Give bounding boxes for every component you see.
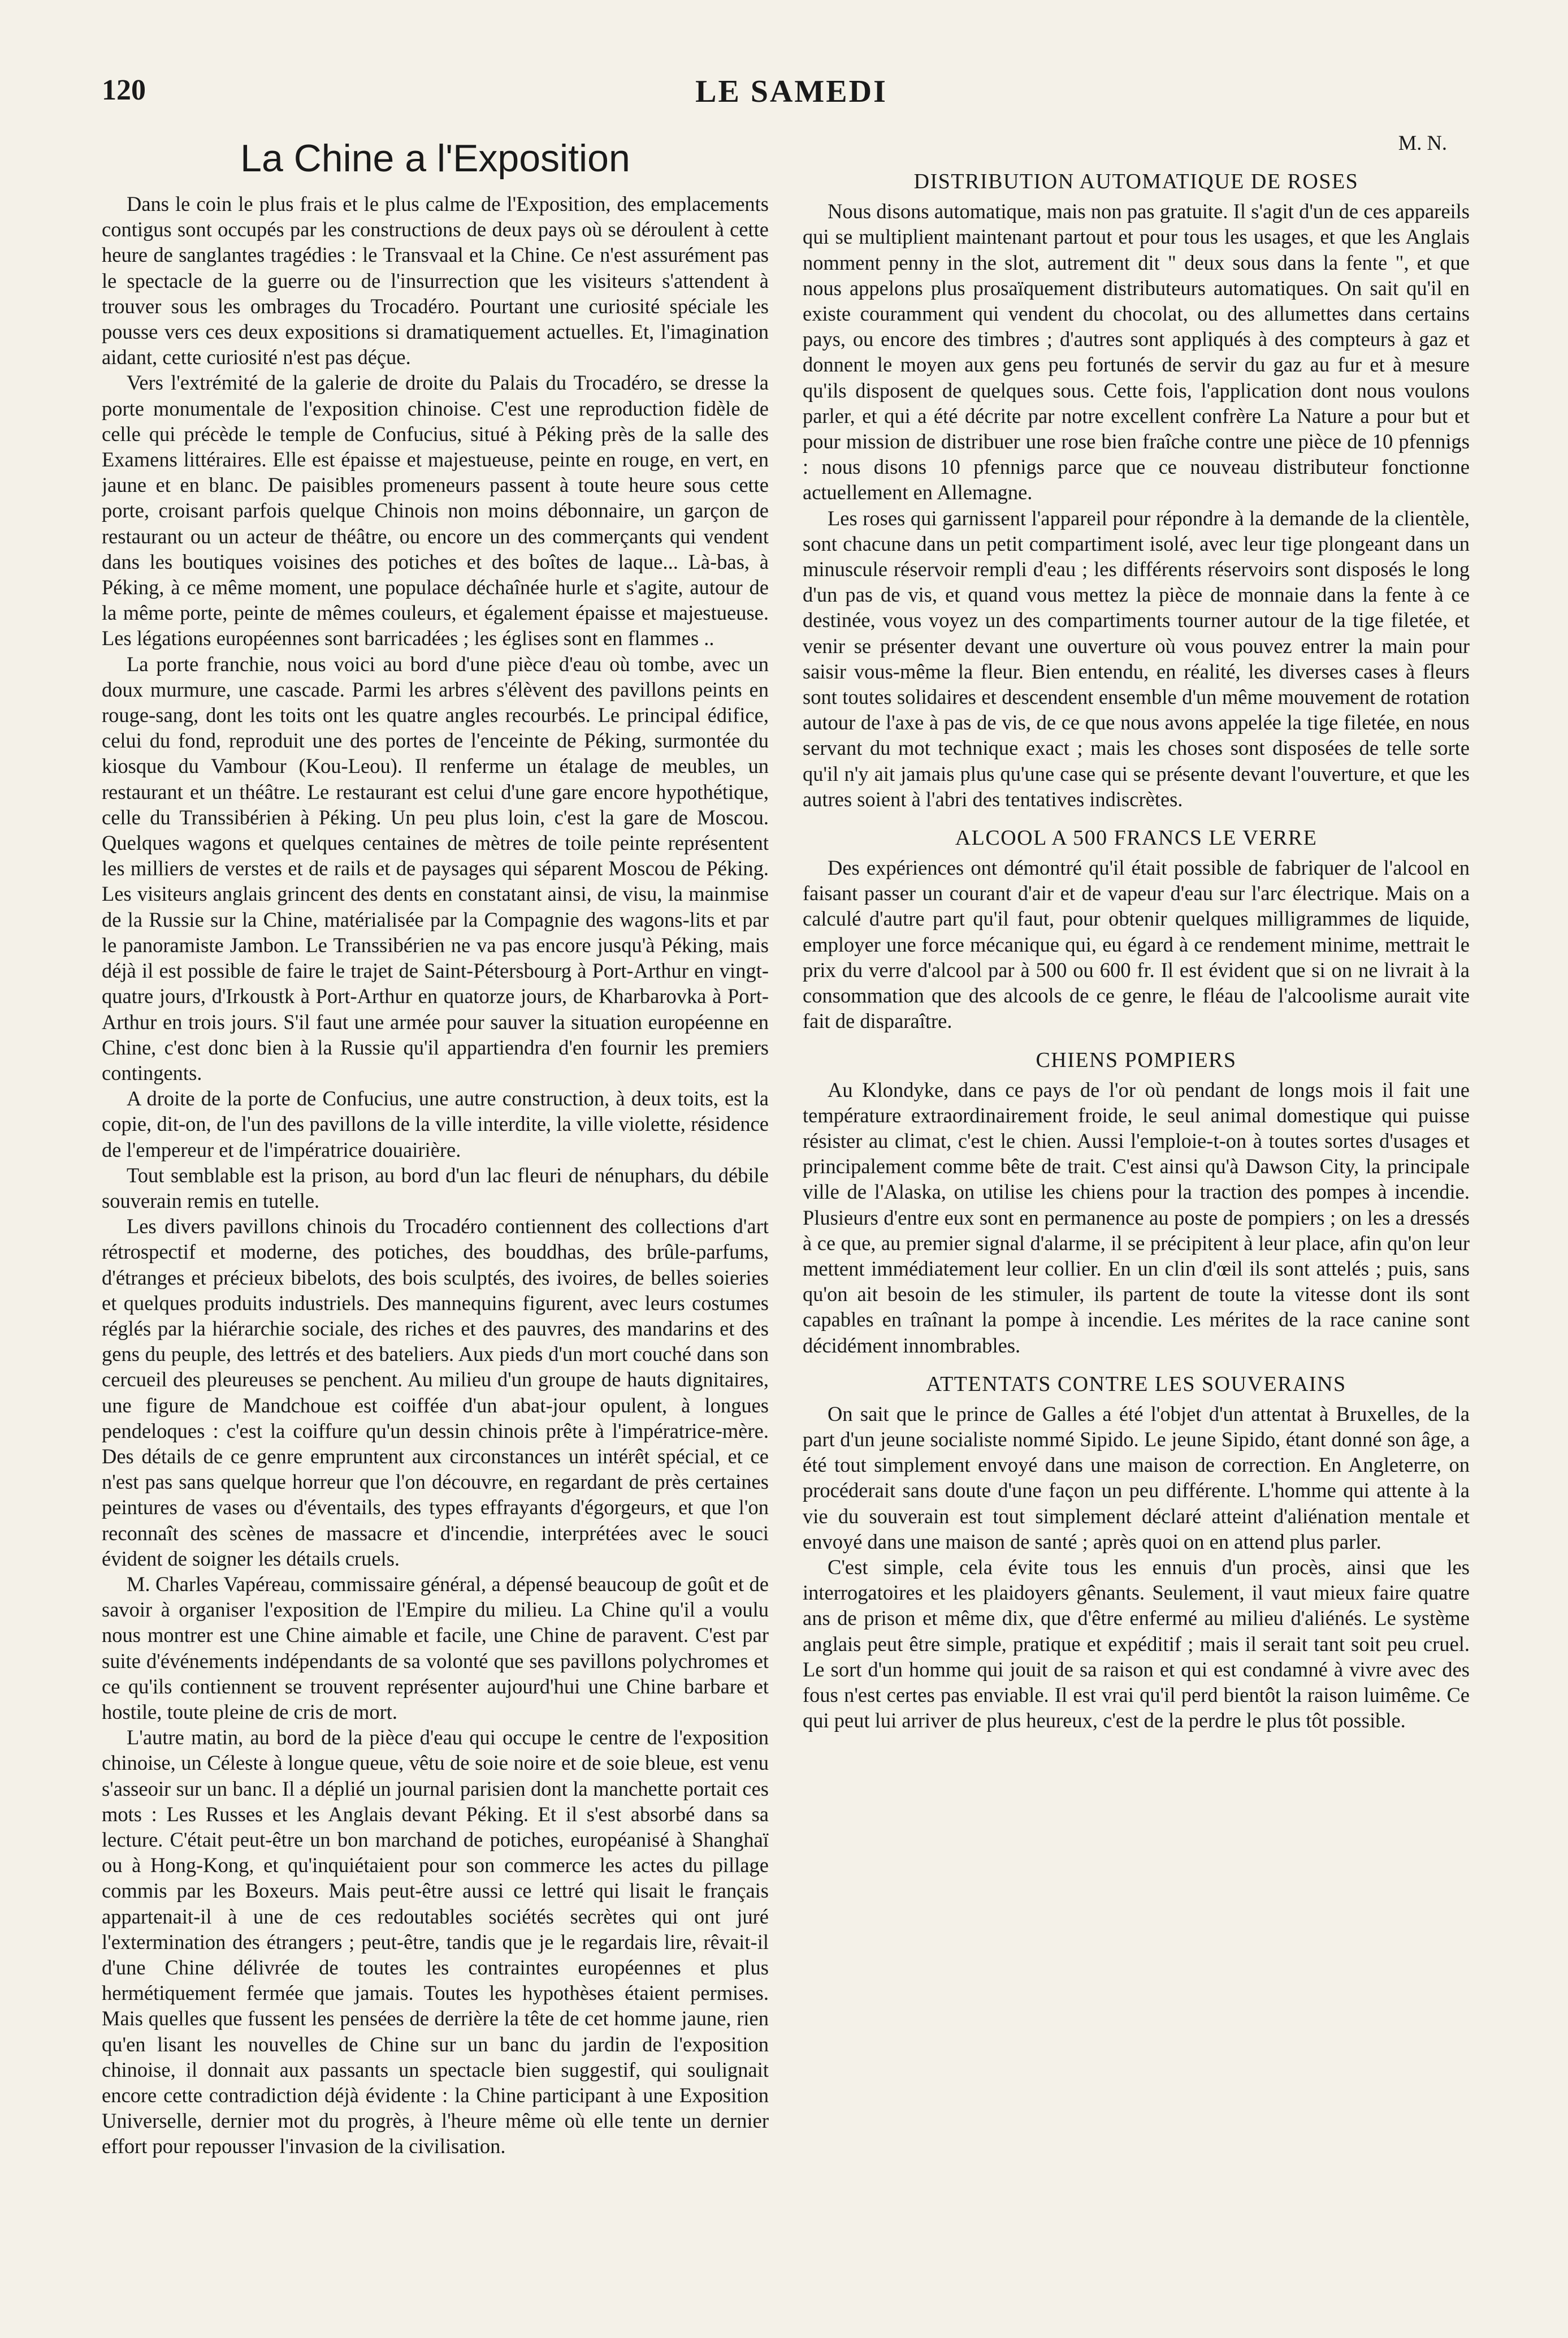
section-title-roses: DISTRIBUTION AUTOMATIQUE DE ROSES — [913, 170, 1359, 194]
article-paragraph-continued: L'autre matin, au bord de la pièce d'eau qui occupe le centre de l'exposition chinoise, un Céleste à longue queue, vêtu de soie noire et de soie bleue, est venu s'asseoir sur un banc. Il a déplié un journal parisien dont la manchette portait ces mots : Les Russes et les Anglais devant Péking. Et il s'est absorbé dans sa lecture. C'était peut-être un bon marchand de potiches, européanisé à Shanghaï ou à Hong-Kong, et qu'inquiétaient pour son commerce les actes du pillage commis par les Boxeurs. Mais peut-être aussi ce lettré qui lisait le français appartenait-il à une de ces redoutables sociétés secrètes qui ont juré l'extermination des étrangers ; peut-être, tandis que je le regardais lire, rêvait-il d'une Chine délivrée de toutes les contraintes européennes et plus hermétiquement fermée que jamais. Toutes les hypothèses étaient permises. Mais quelles que fussent les pensées de derrière la tête de cet homme jaune, rien qu'en lisant les nouvelles de Chine sur un banc du jardin de l'exposition chinoise, il donnait aux passants un spectacle bien suggestif, qui soulignait encore cette contradiction déjà évidente : la Chine participant à une Exposition Universelle, dernier mot du progrès, à l'heure même où elle tente un dernier effort pour repousser l'invasion de la civilisation. — [102, 1726, 769, 2158]
left-column — [102, 130, 769, 2290]
page-header — [102, 74, 1481, 124]
section-title-chiens: CHIENS POMPIERS — [1036, 1048, 1237, 1072]
article-paragraph: Les divers pavillons chinois du Trocadéro contiennent des collections d'art rétrospectif et moderne, des potiches, des bouddhas, des brûle-parfums, d'étranges et précieux bibelots, des bois sculptés, des ivoires, de belles soieries et quelques produits industriels. Des mannequins figurent, avec leurs costumes réglés par la hiérarchie sociale, des riches et des pauvres, des mandarins et des gens du peuple, des lettrés et des bateliers. Aux pieds d'un mort couché dans son cercueil des pleureuses se penchent. Au milieu d'un groupe de hauts dignitaires, une figure de Mandchoue est coiffée d'un abat-jour opulent, à longues pendeloques : c'est la coiffure qu'un dessin chinois prête à l'impératrice-mère. Des détails de ce genre empruntent aux circonstances un intérêt spécial, et ce n'est pas sans quelque horreur que l'on découvre, en regardant de près certaines peintures de vases ou d'éventails, des types effrayants d'égorgeurs, et que l'on reconnaît des scènes de massacre et d'incendie, interprétées avec le souci évident de soigner les détails cruels. — [102, 1215, 769, 1570]
article-paragraph: A droite de la porte de Confucius, une autre construction, à deux toits, est la copie, dit-on, de l'un des pavillons de la ville interdite, la ville violette, résidence de l'empereur et de l'impératrice douairière. — [102, 1087, 769, 1161]
section-paragraph: Des expériences ont démontré qu'il était possible de fabriquer de l'alcool en faisant passer un courant d'air et de vapeur d'eau sur l'arc électrique. Mais on a calculé d'autre part qu'il faut, pour obtenir quelques milligrammes de liquide, employer une force mécanique qui, eu égard à ce rendement minime, mettrait le prix du verre d'alcool par à 500 ou 600 fr. Il est évident que si on ne livrait à la consommation que des alcools de ce genre, le fléau de l'alcoolisme aurait vite fait de disparaître. — [803, 856, 1470, 1033]
section-title-attentats: ATTENTATS CONTRE LES SOUVERAINS — [926, 1372, 1346, 1396]
section-paragraph: C'est simple, cela évite tous les ennuis d'un procès, ainsi que les interrogatoires et les plaidoyers gênants. Seulement, il vaut mieux faire quatre ans de prison et même dix, que d'être enfermé au milieu d'aliénés. Le système anglais peut être simple, pratique et expéditif ; mais il serait tant soit peu cruel. Le sort d'un homme qui jouit de sa raison et qui est condamné à vivre avec des fous n'est certes pas enviable. Il est vrai qu'il perd bientôt la raison luimême. Ce qui peut lui arriver de plus heureux, c'est de la perdre le plus tôt possible. — [803, 1555, 1470, 1732]
section-paragraph: Les roses qui garnissent l'appareil pour répondre à la demande de la clientèle, sont chacune dans un petit compartiment isolé, avec leur tige plongeant dans un minuscule réservoir rempli d'eau ; les différents réservoirs sont disposés le long d'un pas de vis, et quand vous mettez la pièce de monnaie dans la fente à ce destinée, vous voyez un des compartiments tourner autour de la tige filetée, et venir se présenter devant une ouverture où vous pouvez entrer la main pour saisir vous-même la fleur. Bien entendu, en réalité, les diverses cases à fleurs sont toutes solidaires et descendent ensemble d'un même mouvement de rotation autour de l'axe à pas de vis, de ce que nous avons appelée la tige filetée, en nous servant du mot technique exact ; mais les choses sont disposées de telle sorte qu'il n'y ait jamais plus qu'une case qui se présente devant l'ouverture, et que les autres soient à l'abri des tentatives indiscrètes. — [803, 506, 1470, 811]
article-title: La Chine a l'Exposition — [240, 137, 630, 180]
article-paragraph: Vers l'extrémité de la galerie de droite du Palais du Trocadéro, se dresse la porte monumentale de l'exposition chinoise. C'est une reproduction fidèle de celle qui précède le temple de Confucius, situé à Péking près de la salle des Examens littéraires. Elle est épaisse et majestueuse, peinte en rouge, en vert, en jaune et en blanc. De paisibles promeneurs passent à toute heure sous cette porte, croisant parfois quelque Chinois non moins débonnaire, un garçon de restaurant ou un acteur de théâtre, ou encore un des commerçants qui vendent dans les boutiques voisines des potiches et des boîtes de laque... Là-bas, à Péking, à ce même moment, une populace déchaînée hurle et s'agite, autour de la même porte, peinte de mêmes couleurs, et également épaisse et majestueuse. Les légations européennes sont barricadées ; les églises sont en flammes .. — [102, 371, 769, 650]
section-paragraph: Au Klondyke, dans ce pays de l'or où pendant de longs mois il fait une température extraordinairement froide, le seul animal domestique qui puisse résister au climat, c'est le chien. Aussi l'emploie-t-on à toutes sortes d'usages et principalement comme bête de trait. C'est ainsi qu'à Dawson City, la principale ville de l'Alaska, on utilise les chiens pour la traction des pompes à incendie. Plusieurs d'entre eux sont en permanence au poste de pompiers ; on les a dressés à ce que, au premier signal d'alarme, il se précipitent à leur place, afin qu'on leur mettent immédiatement leur collier. En un clin d'œil ils sont attelés ; puis, sans qu'on ait besoin de les stimuler, ils partent de toute la vitesse dont ils sont capables en traînant la pompe à incendie. Les mérites de la race canine sont décidément innombrables. — [803, 1078, 1470, 1357]
article-signature: M. N. — [1398, 131, 1447, 154]
section-paragraph: Nous disons automatique, mais non pas gratuite. Il s'agit d'un de ces appareils qui se multiplient maintenant partout et pour tous les usages, et que les Anglais nomment penny in the slot, autrement dit " deux sous dans la fente ", et que nous appelons plus prosaïquement distributeurs automatiques. On sait qu'il en existe couramment qui vendent du chocolat, ou des allumettes dans certains pays, ou encore des timbres ; d'autres sont appliqués à des compteurs à gaz et donnent le moyen aux gens peu fortunés de servir du gaz au fur et à mesure qu'ils disposent de quelques sous. Cette fois, l'application dont nous voulons parler, et qui a été décrite par notre excellent confrère La Nature a pour but et pour mission de distribuer une rose bien fraîche contre une pièce de 10 pfennigs : nous disons 10 pfennigs parce que ce nouveau distributeur fonctionne actuellement en Allemagne. — [803, 200, 1470, 504]
section-paragraph: On sait que le prince de Galles a été l'objet d'un attentat à Bruxelles, de la part d'un jeune socialiste nommé Sipido. Le jeune Sipido, étant donné son âge, a été tout simplement envoyé dans une maison de correction. En Angleterre, on procéderait sans doute d'une façon un peu différente. L'homme qui attente à la vie du souverain est tout simplement déclaré atteint d'aliénation mentale et envoyé dans une maison de santé ; après quoi on en attend plus parler. — [803, 1402, 1470, 1553]
journal-title: LE SAMEDI — [695, 74, 887, 109]
article-paragraph: Dans le coin le plus frais et le plus calme de l'Exposition, des emplacements contigus sont occupés par les constructions de deux pays où se déroulent à cette heure de sanglantes tragédies : le Transvaal et la Chine. Ce n'est assurément pas le spectacle de la guerre ou de l'insurrection que les visiteurs s'attendent à trouver sous les ombrages du Trocadéro. Pourtant une curiosité spéciale les pousse vers ces deux expositions si dramatiquement actuelles. Et, l'imagination aidant, cette curiosité n'est pas déçue. — [102, 192, 769, 369]
article-paragraph: La porte franchie, nous voici au bord d'une pièce d'eau où tombe, avec un doux murmure, une cascade. Parmi les arbres s'élèvent des pavillons peints en rouge-sang, dont les toits ont les quatre angles recourbés. Le principal édifice, celui du fond, reproduit une des portes de l'enceinte de Péking, surmontée du kiosque du Vambour (Kou-Leou). Il renferme un étalage de meubles, un restaurant et un théâtre. Le restaurant est celui d'une gare encore hypothétique, celle du Transsibérien à Péking. Un peu plus loin, c'est la gare de Moscou. Quelques wagons et quelques centaines de mètres de toile peinte représentent les milliers de verstes et de rails et de paysages qui séparent Moscou de Péking. Les visiteurs anglais grincent des dents en constatant ainsi, de visu, la mainmise de la Russie sur la Chine, matérialisée par la Compagnie des wagons-lits et par le panoramiste Jambon. Le Transsibérien ne va pas encore jusqu'à Péking, mais déjà il est possible de faire le trajet de Saint-Pétersbourg à Port-Arthur en vingt-quatre jours, d'Irkoustk à Port-Arthur en quatorze jours, de Kharbarovka à Port-Arthur en trois jours. S'il faut une armée pour sauver la situation européenne en Chine, c'est donc bien à la Russie qu'il appartiendra d'en fournir les premiers contingents. — [102, 652, 769, 1084]
right-column — [803, 130, 1470, 2290]
article-paragraph: Tout semblable est la prison, au bord d'un lac fleuri de nénuphars, du débile souverain remis en tutelle. — [102, 1163, 769, 1212]
page-number: 120 — [102, 74, 146, 106]
article-paragraph: M. Charles Vapéreau, commissaire général, a dépensé beaucoup de goût et de savoir à organiser l'exposition de l'Empire du milieu. La Chine qu'il a voulu nous montrer est une Chine aimable et facile, une Chine de paravent. C'est par suite d'événements indépendants de sa volonté que ses pavillons polychromes et ce qu'ils contiennent se trouvent représenter aujourd'hui une Chine barbare et hostile, toute pleine de cris de mort. — [102, 1572, 769, 1723]
section-title-alcool: ALCOOL A 500 FRANCS LE VERRE — [955, 826, 1318, 850]
